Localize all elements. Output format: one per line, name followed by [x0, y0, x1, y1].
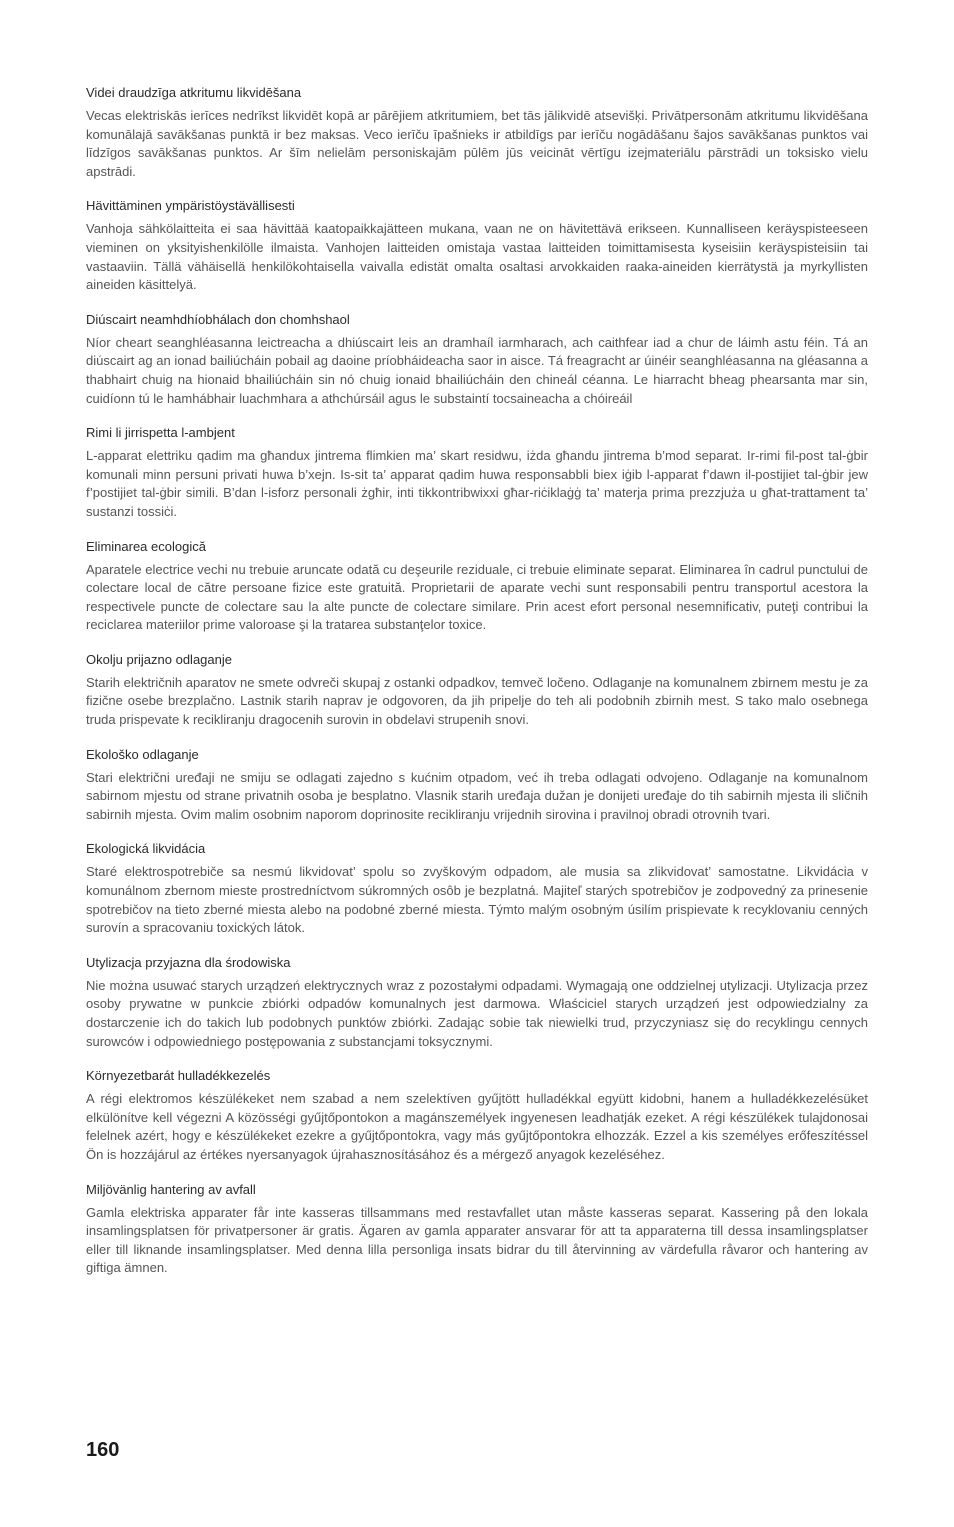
section-heading: Miljövänlig hantering av avfall [86, 1181, 256, 1197]
section-text: Stari električni uređaji ne smiju se odlagati zajedno s kućnim otpadom, već ih treba odlagati odvojeno. Odlaganje na komunalnom sabirnom mjestu od strane privatnih osoba je besplatno. Vlasnik starih uređaja dužan je donijeti uređaje do tih sabirnih mjesta ili sličnih sabirnih mjesta. Ovim malim osobnim naporom doprinosite recikliranju vrijednih sirovina i pravilnoj obradi otrovnih tvari. [86, 769, 868, 822]
page-content [86, 84, 868, 1294]
section-text: Gamla elektriska apparater får inte kasseras tillsammans med restavfallet utan måste kasseras separat. Kassering på den lokala insamlingsplatsen för privatpersoner är gratis. Ägaren av gamla apparater ansvarar för att ta apparaterna till dessa insamlingsplatser eller till liknande insamlingsplatser. Med denna lilla personliga insats bidrar du till återvinning av värdefulla råvaror och hantering av giftiga ämnen. [86, 1204, 868, 1276]
section-text: Aparatele electrice vechi nu trebuie aruncate odată cu deşeurile reziduale, ci trebuie eliminate separat. Eliminarea în cadrul punctului de colectare local de către persoane fizice este gratuită. Proprietarii de aparate vechi sunt responsabili pentru transportul acestora la respectivele puncte de colectare sau la alte puncte de colectare similare. Prin acest efort personal nesemnificativ, puteţi contribui la reciclarea materiilor prime valoroase şi la tratarea substanţelor toxice. [86, 561, 868, 633]
section-heading: Környezetbarát hulladékkezelés [86, 1068, 271, 1084]
section-heading: Okolju prijazno odlaganje [86, 651, 232, 667]
section-text: A régi elektromos készülékeket nem szabad a nem szelektíven gyűjtött hulladékkal együtt kidobni, hanem a hulladékkezelésüket elkülönítve kell végezni A közösségi gyűjtőpontokon a magánszemélyek ingyenesen leadhatják ezeket. A régi készülékek tulajdonosai felelnek azért, hogy e készülékeket ezekre a gyűjtőpontokra, vagy más gyűjtőpontokra elhozzák. Ezzel a kis személyes erőfeszítéssel Ön is hozzájárul az értékes nyersanyagok újrahasznosításához és a mérgező anyagok kezeléséhez. [86, 1091, 868, 1162]
section-text: Nie można usuwać starych urządzeń elektrycznych wraz z pozostałymi odpadami. Wymagają one oddzielnej utylizacji. Utylizacja przez osoby prywatne w punkcie zbiórki odpadów komunalnych jest darmowa. Właściciel starych urządzeń jest odpowiedzialny za dostarczenie ich do takich lub podobnych punktów zbiórki. Zadając sobie tak niewielki trud, przyczyniasz się do recyklingu cennych surowców i odpowiedniego postępowania z substancjami toksycznymi. [86, 977, 868, 1049]
section-text: Vanhoja sähkölaitteita ei saa hävittää kaatopaikkajätteen mukana, vaan ne on hävitettävä erikseen. Kunnalliseen keräyspisteeseen vieminen on yksityishenkilölle ilmaista. Vanhojen laitteiden omistaja vastaa laitteiden toimittamisesta kyseisiin keräyspisteisiin tai vastaaviin. Tällä vähäisellä henkilökohtaisella vaivalla edistät omalta osaltasi arvokkaiden raaka-aineiden kierrätystä ja myrkyllisten aineiden käsittelyä. [86, 221, 868, 293]
section-heading: Ekološko odlaganje [86, 746, 199, 762]
section-heading: Rimi li jirrispetta l-ambjent [86, 425, 235, 441]
section-lv [86, 84, 868, 181]
section-mt [86, 424, 868, 521]
section-heading: Videi draudzīga atkritumu likvidēšana [86, 85, 302, 100]
section-sv [86, 1181, 868, 1278]
section-heading: Hävittäminen ympäristöystävällisesti [86, 198, 295, 214]
section-fi [86, 197, 868, 294]
section-text: Níor cheart seanghléasanna leictreacha a dhiúscairt leis an dramhaíl iarmharach, ach caithfear iad a chur de láimh astu féin. Tá an diúscairt ag an ionad bailiúcháin pobail ag daoine príobháideacha saor in aisce. Tá freagracht ar úinéir seanghléasanna na gléasanna a thabhairt chuig na hionaid bhailiúcháin sin nó chuig ionaid bhailiúcháin den chineál céanna. Le hiarracht bheag phearsanta mar sin, cuidíonn tú le hamhábhair luachmhara a athchúrsáil agus le substaintí tocsaineacha a chóireáil [86, 334, 868, 406]
section-text: Staré elektrospotrebiče sa nesmú likvidovat’ spolu so zvyškovým odpadom, ale musia sa zlikvidovat’ samostatne. Likvidácia v komunálnom zbernom mieste prostredníctvom súkromných osôb je bezplatná. Majiteľ starých spotrebičov je zodpovedný za prinesenie spotrebičov na tieto zberné miesta alebo na podobné zberné miesta. Týmto malým osobným úsilím prispievate k recyklovaniu cenných surovín a spracovaniu toxických látok. [86, 864, 868, 936]
section-heading: Utylizacja przyjazna dla środowiska [86, 954, 291, 970]
section-heading: Eliminarea ecologică [86, 538, 206, 554]
section-text: Starih električnih aparatov ne smete odvreči skupaj z ostanki odpadkov, temveč ločeno. Odlaganje na komunalnem zbirnem mestu je za fizične osebe brezplačno. Lastnik starih naprav je odgovoren, da jih pripelje do teh ali podobnih zbirnih mest. S tako malo osebnega truda prispevate k recikliranju dragocenih surovin in obdelavi strupenih snovi. [86, 674, 868, 728]
section-hu [86, 1067, 868, 1164]
section-text: L-apparat elettriku qadim ma għandux jintrema flimkien ma’ skart residwu, iżda għandu jintrema b’mod separat. Ir-rimi fil-post tal-ġbir komunali minn persuni privati huwa b’xejn. Is-sit ta’ apparat qadim huwa responsabbli biex iġib l-apparat f’dawn il-postijiet tal-ġbir jew f’postijiet tal-ġbir simili. B’dan l-isforz personali żgħir, inti tikkontribwixxi għar-riċiklaġġ ta’ materja prima prezzjuża u għat-trattament ta’ sustanzi tossiċi. [86, 448, 868, 519]
section-pl [86, 954, 868, 1051]
page-number: 160 [86, 1439, 120, 1461]
section-sl [86, 651, 868, 730]
section-ro [86, 538, 868, 635]
section-heading: Diúscairt neamhdhíobhálach don chomhshaol [86, 311, 350, 327]
section-heading: Ekologická likvidácia [86, 841, 206, 857]
section-hr [86, 746, 868, 825]
section-text: Vecas elektriskās ierīces nedrīkst likvidēt kopā ar pārējiem atkritumiem, bet tās jālikvidē atsevišķi. Privātpersonām atkritumu likvidēšana komunālajā savākšanas punktā ir bez maksas. Veco ierīču īpašnieks ir atbildīgs par ierīču nogādāšanu šajos savākšanas punktos vai līdzīgos savākšanas punktos. Ar šīm nelielām personiskajām pūlēm jūs veicināt vērtīgu izejmateriālu pārstrādi un toksisko vielu apstrādi. [86, 108, 868, 179]
section-sk [86, 840, 868, 937]
section-ga [86, 311, 868, 408]
